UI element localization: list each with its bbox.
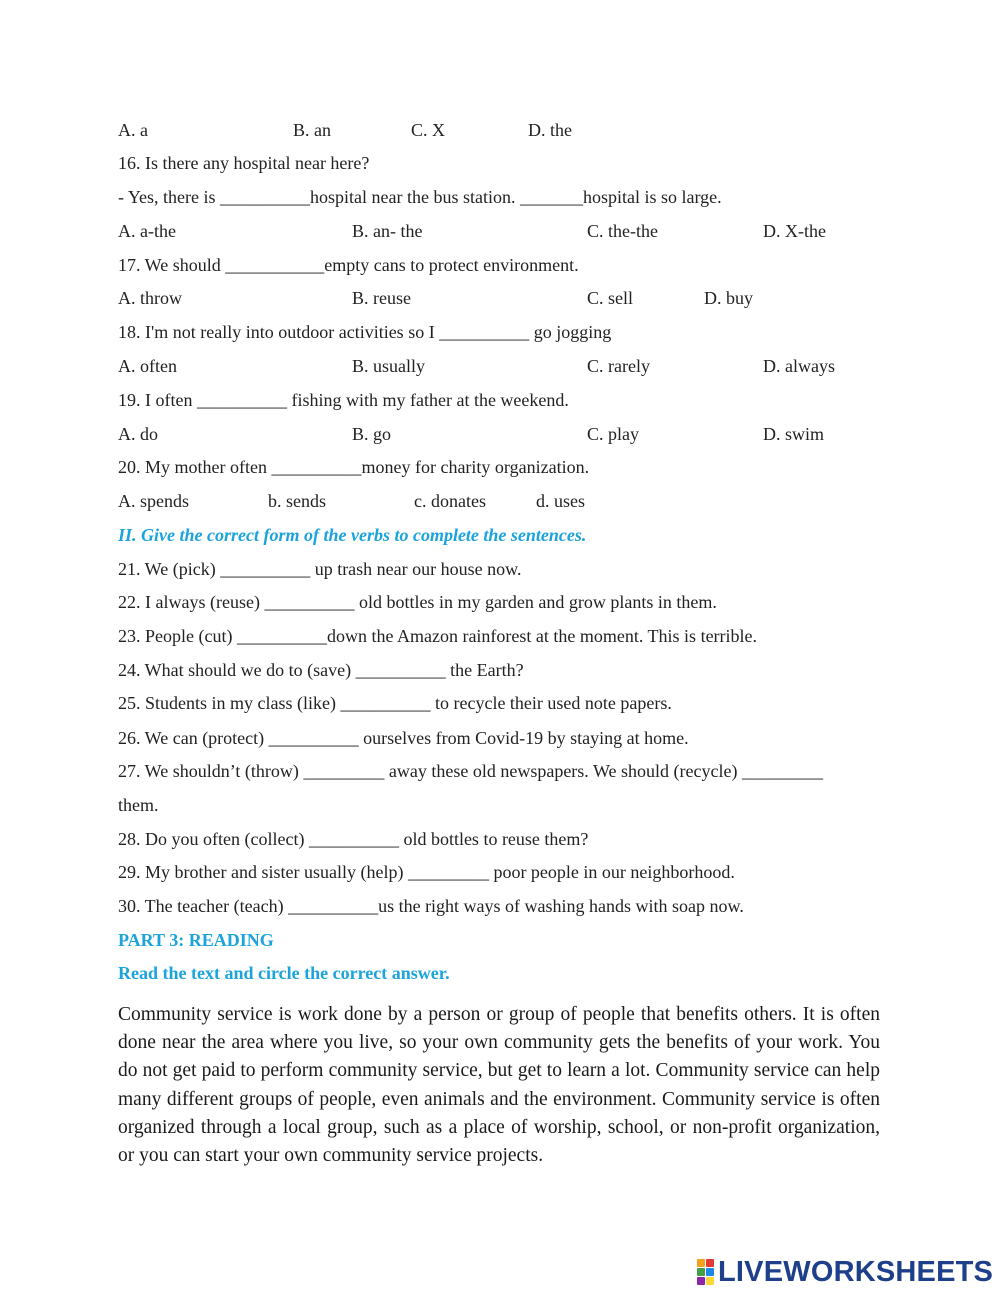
verb-question-21: 21. We (pick) __________ up trash near our house now. — [118, 559, 522, 579]
q19-option-d[interactable]: D. swim — [763, 424, 825, 444]
q18-option-a[interactable]: A. often — [118, 356, 177, 376]
verb-question-22: 22. I always (reuse) __________ old bottles in my garden and grow plants in them. — [118, 592, 717, 612]
q19-question: 19. I often __________ fishing with my father at the weekend. — [118, 390, 569, 410]
q17-option-d[interactable]: D. buy — [704, 288, 753, 308]
q15-option-b[interactable]: B. an — [293, 120, 331, 140]
q20-option-c[interactable]: c. donates — [414, 491, 486, 511]
verb-question-23: 23. People (cut) __________down the Amazon rainforest at the moment. This is terrible. — [118, 626, 758, 646]
reading-passage-text: Community service is work done by a person or group of people that benefits others. It is often done near the area where you live, so your own community gets the benefits of your work. You do not get paid to perform community service, but get to learn a lot. Community service can help many different groups of people, even animals and the environment. Community service is often organized through a local group, such as a place of worship, school, or non-profit organization, or you can start your own community service projects. — [118, 1004, 880, 1167]
q17-option-a[interactable]: A. throw — [118, 288, 182, 308]
q15-option-d[interactable]: D. the — [528, 120, 572, 140]
q18-question: 18. I'm not really into outdoor activities so I __________ go jogging — [118, 322, 612, 342]
q20-option-b[interactable]: b. sends — [268, 491, 326, 511]
liveworksheets-logo-text: LIVEWORKSHEETS — [718, 1255, 994, 1288]
verb-question-25: 25. Students in my class (like) __________ to recycle their used note papers. — [118, 693, 672, 713]
q17-question: 17. We should ___________empty cans to protect environment. — [118, 255, 579, 275]
q20-option-a[interactable]: A. spends — [118, 491, 189, 511]
q19-option-b[interactable]: B. go — [352, 424, 392, 444]
verb-question-27: 27. We shouldn’t (throw) _________ away these old newspapers. We should (recycle) _________ — [118, 761, 823, 781]
verb-question-29: 29. My brother and sister usually (help) _________ poor people in our neighborhood. — [118, 862, 735, 882]
q20-option-d[interactable]: d. uses — [536, 491, 585, 511]
part-3-heading: PART 3: READING — [118, 930, 274, 950]
q17-option-c[interactable]: C. sell — [587, 288, 634, 308]
liveworksheets-logo — [697, 1257, 993, 1287]
verb-question-26: 26. We can (protect) __________ ourselves from Covid-19 by staying at home. — [118, 728, 689, 748]
verb-question-30: 30. The teacher (teach) __________us the right ways of washing hands with soap now. — [118, 896, 744, 916]
q16-answer-line: - Yes, there is __________hospital near the bus station. _______hospital is so large. — [118, 187, 722, 207]
q17-option-b[interactable]: B. reuse — [352, 288, 411, 308]
verb-question-28: 28. Do you often (collect) __________ old bottles to reuse them? — [118, 829, 589, 849]
section-2-heading: II. Give the correct form of the verbs to complete the sentences. — [118, 525, 587, 545]
q18-option-c[interactable]: C. rarely — [587, 356, 650, 376]
q18-option-b[interactable]: B. usually — [352, 356, 426, 376]
q16-question: 16. Is there any hospital near here? — [118, 153, 370, 173]
liveworksheets-logo-icon — [697, 1259, 714, 1285]
part-3-instruction: Read the text and circle the correct answer. — [118, 963, 450, 983]
q20-question: 20. My mother often __________money for charity organization. — [118, 457, 590, 477]
q16-option-a[interactable]: A. a-the — [118, 221, 176, 241]
verb-question-27-continued: them. — [118, 795, 159, 815]
q16-option-b[interactable]: B. an- the — [352, 221, 423, 241]
q19-option-c[interactable]: C. play — [587, 424, 639, 444]
q18-option-d[interactable]: D. always — [763, 356, 835, 376]
verb-question-24: 24. What should we do to (save) __________ the Earth? — [118, 660, 524, 680]
q15-option-c[interactable]: C. X — [411, 120, 446, 140]
q15-option-a[interactable]: A. a — [118, 120, 148, 140]
q19-option-a[interactable]: A. do — [118, 424, 158, 444]
reading-passage — [118, 1001, 880, 1170]
q16-option-c[interactable]: C. the-the — [587, 221, 658, 241]
q16-option-d[interactable]: D. X-the — [763, 221, 826, 241]
